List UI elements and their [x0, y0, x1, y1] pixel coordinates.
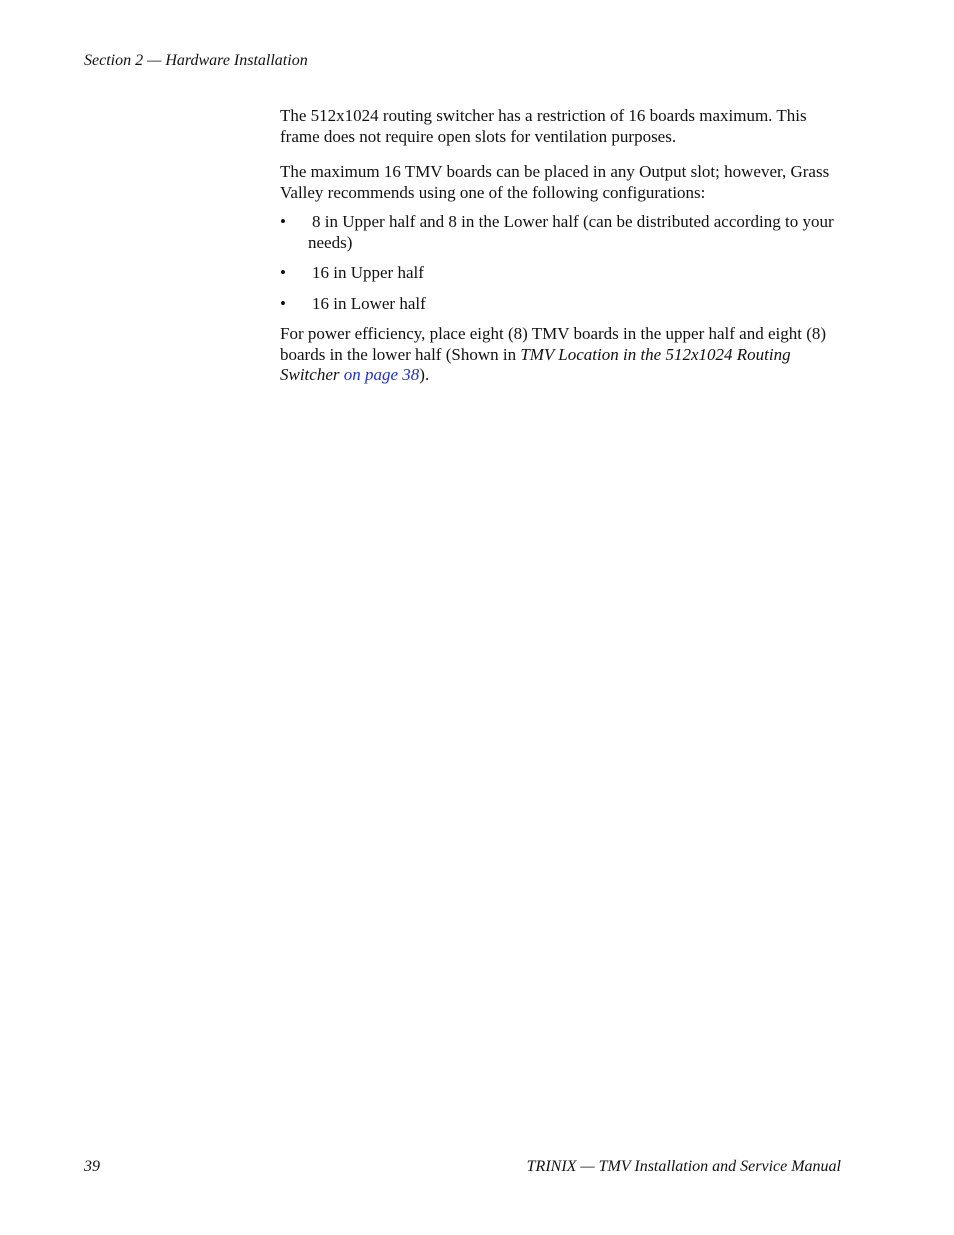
running-header: Section 2 — Hardware Installation [84, 52, 308, 69]
list-item-text: 16 in Upper half [312, 263, 424, 282]
paragraph-power-efficiency [280, 324, 842, 386]
power-efficiency-tail: ). [419, 365, 430, 384]
list-item-text: 16 in Lower half [312, 293, 426, 313]
page-body [280, 106, 842, 401]
page-number: 39 [84, 1158, 100, 1175]
manual-title: TRINIX — TMV Installation and Service Manual [526, 1158, 841, 1175]
list-item [280, 294, 842, 315]
list-item-text: 8 in Upper half and 8 in the Lower half (can be distributed according to your needs) [308, 212, 834, 252]
list-item [280, 212, 842, 253]
bullet-icon: • [280, 212, 286, 231]
bullet-icon: • [280, 263, 286, 282]
page-reference-link[interactable]: on page 38 [343, 365, 420, 384]
figure-reference: TMV Location in the 512x1024 Routing Switcher [280, 344, 791, 384]
bullet-icon: • [280, 293, 286, 313]
paragraph-frame-restriction: The 512x1024 routing switcher has a restriction of 16 boards maximum. This frame does not require open slots for ventilation purposes. [280, 106, 807, 146]
power-efficiency-text: For power efficiency, place eight (8) TMV boards in the upper half and eight (8) boards in the lower half (Shown in [280, 324, 827, 364]
paragraph-configurations-intro: The maximum 16 TMV boards can be placed in any Output slot; however, Grass Valley recommends using one of the following configurations: [280, 162, 830, 202]
list-item [280, 263, 842, 284]
configuration-list [280, 212, 842, 314]
